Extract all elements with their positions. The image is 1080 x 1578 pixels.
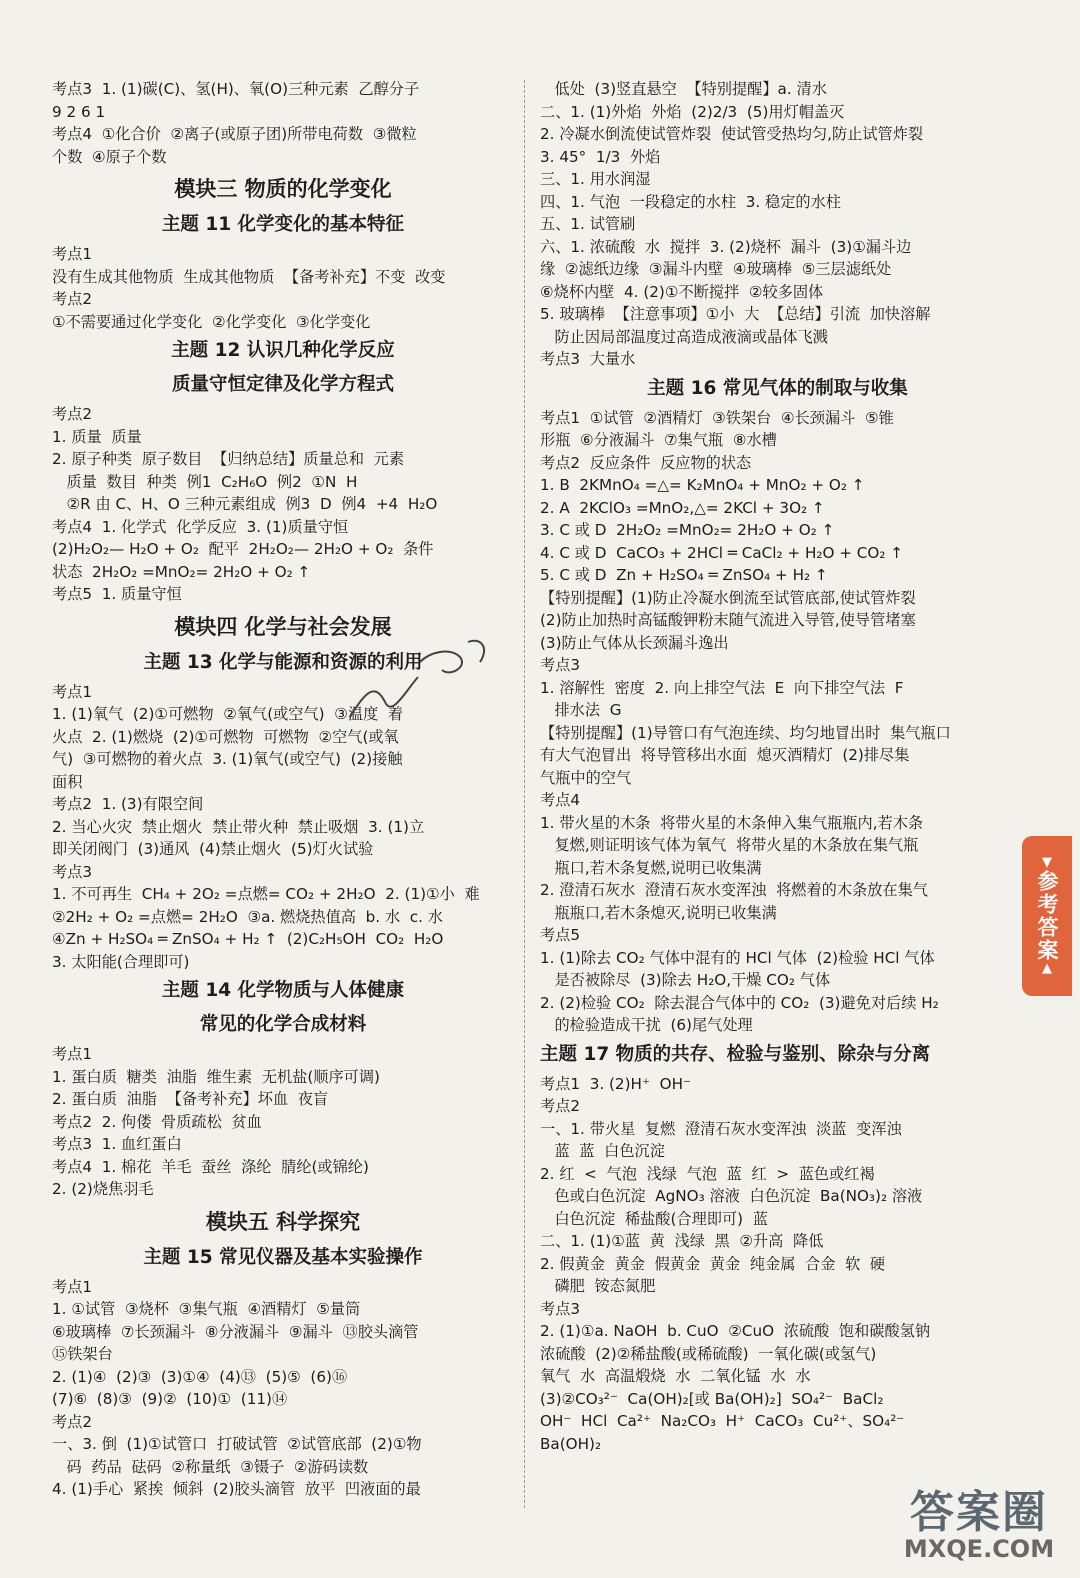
answer-line: 3. 太阳能(合理即可) (52, 952, 190, 971)
topic-heading: 主题 17 物质的共存、检验与鉴别、除杂与分离 (540, 1043, 931, 1065)
topic-heading: 主题 16 常见气体的制取与收集 (647, 377, 908, 399)
answer-line: 一、1. 带火星 复燃 澄清石灰水变浑浊 淡蓝 变浑浊 (540, 1119, 902, 1138)
answer-line: ⑥烧杯内壁 4. (2)①不断搅拌 ②较多固体 (540, 282, 824, 301)
answer-line: 考点2 反应条件 反应物的状态 (540, 453, 752, 472)
answer-line: 2. (1)④ (2)③ (3)①④ (4)⑬ (5)⑤ (6)⑯ (52, 1367, 348, 1386)
answer-line: 1. B 2KMnO₄ =△= K₂MnO₄ + MnO₂ + O₂ ↑ (540, 476, 865, 494)
answer-line: 考点4 (540, 791, 581, 809)
answer-line: 气瓶中的空气 (540, 768, 632, 787)
answer-line: 码 药品 砝码 ②称量纸 ③镊子 ②游码读数 (52, 1457, 369, 1476)
module-heading: 模块四 化学与社会发展 (174, 614, 392, 639)
answer-line: 形瓶 ⑥分液漏斗 ⑦集气瓶 ⑧水槽 (540, 431, 777, 449)
answer-line: (3)②CO₃²⁻ Ca(OH)₂[或 Ba(OH)₂] SO₄²⁻ BaCl₂ (540, 1389, 884, 1408)
answer-line: 4. (1)手心 紧挨 倾斜 (2)胶头滴管 放平 凹液面的最 (52, 1480, 421, 1498)
answer-line: 2. 澄清石灰水 澄清石灰水变浑浊 将燃着的木条放在集气 (540, 881, 928, 899)
answer-line: 2. 假黄金 黄金 假黄金 黄金 纯金属 合金 软 硬 (540, 1254, 886, 1273)
answer-line: 火点 2. (1)燃烧 (2)①可燃物 可燃物 ②空气(或氧 (52, 727, 399, 746)
answer-line: 3. C 或 D 2H₂O₂ =MnO₂= 2H₂O + O₂ ↑ (540, 521, 835, 539)
answer-line: 考点3 1. (1)碳(C)、氢(H)、氧(O)三种元素 乙醇分子 (52, 80, 420, 98)
answer-line: 状态 2H₂O₂ =MnO₂= 2H₂O + O₂ ↑ (52, 562, 311, 581)
answer-line: 瓶口,若木条复燃,说明已收集满 (540, 858, 762, 877)
answer-line: 考点2 (52, 1412, 93, 1431)
answer-line: 考点2 (540, 1097, 581, 1115)
answer-line: 1. 蛋白质 糖类 油脂 维生素 无机盐(顺序可调) (52, 1067, 380, 1086)
topic-heading: 主题 12 认识几种化学反应 (171, 340, 395, 361)
topic-heading: 主题 14 化学物质与人体健康 (161, 980, 405, 1001)
answer-line: 1. ①试管 ③烧杯 ③集气瓶 ④酒精灯 ⑤量筒 (52, 1300, 361, 1318)
answer-line: 考点1 (52, 1277, 93, 1296)
answer-line: (2)防止加热时高锰酸钾粉末随气流进入导管,使导管堵塞 (540, 611, 916, 629)
module-heading: 模块五 科学探究 (205, 1209, 361, 1234)
answer-line: 复燃,则证明该气体为氧气 将带火星的木条放在集气瓶 (540, 836, 919, 854)
answer-line: 低处 (3)竖直悬空 【特别提醒】a. 清水 (540, 80, 827, 98)
answer-line: 1. 溶解性 密度 2. 向上排空气法 E 向下排空气法 F (540, 678, 904, 697)
answer-line: 考点3 (540, 656, 581, 674)
answer-line: 二、1. (1)①蓝 黄 浅绿 黑 ②升高 降低 (540, 1232, 824, 1250)
answer-line: 2. 冷凝水倒流使试管炸裂 使试管受热均匀,防止试管炸裂 (540, 125, 924, 143)
answer-line: 1. 不可再生 CH₄ + 2O₂ =点燃= CO₂ + 2H₂O 2. (1)①小 难 (52, 885, 480, 903)
answer-line: 磷肥 铵态氮肥 (540, 1277, 656, 1295)
answer-line: 2. 蛋白质 油脂 【备考补充】坏血 夜盲 (52, 1090, 329, 1108)
answer-line: 考点1 ①试管 ②酒精灯 ③铁架台 ④长颈漏斗 ⑤锥 (540, 408, 894, 427)
answer-line: 考点3 1. 血红蛋白 (52, 1135, 182, 1153)
answer-line: 考点1 (52, 245, 93, 263)
answer-line: 2. A 2KClO₃ =MnO₂,△= 2KCl + 3O₂ ↑ (540, 498, 825, 517)
answer-line: 考点4 1. 化学式 化学反应 3. (1)质量守恒 (52, 517, 349, 536)
answer-line: 考点2 (52, 405, 93, 423)
answer-line: 【特别提醒】(1)防止冷凝水倒流至试管底部,使试管炸裂 (540, 588, 916, 607)
answer-line: 9 2 6 1 (52, 102, 106, 121)
answer-line: 2. (2)烧焦羽毛 (52, 1180, 154, 1198)
answer-line: 1. 带火星的木条 将带火星的木条伸入集气瓶瓶内,若木条 (540, 813, 924, 832)
answer-line: 一、3. 倒 (1)①试管口 打破试管 ②试管底部 (2)①物 (52, 1435, 422, 1453)
answer-line: 没有生成其他物质 生成其他物质 【备考补充】不变 改变 (52, 267, 446, 286)
answer-line: 考点4 1. 棉花 羊毛 蚕丝 涤纶 腈纶(或锦纶) (52, 1157, 369, 1176)
answer-line: 是否被除尽 (3)除去 H₂O,干燥 CO₂ 气体 (540, 971, 831, 989)
answer-line: ②2H₂ + O₂ =点燃= 2H₂O ③a. 燃烧热值高 b. 水 c. 水 (52, 907, 443, 926)
answer-line: (3)防止气体从长颈漏斗逸出 (540, 633, 729, 652)
topic-heading: 主题 13 化学与能源和资源的利用 (143, 651, 423, 673)
answer-line: 的检验造成干扰 (6)尾气处理 (540, 1016, 753, 1034)
answer-line: (7)⑥ (8)③ (9)② (10)① (11)⑭ (52, 1390, 288, 1408)
watermark (894, 1487, 1064, 1563)
topic-heading: 主题 15 常见仪器及基本实验操作 (143, 1246, 423, 1268)
answer-line: 六、1. 浓硫酸 水 搅拌 3. (2)烧杯 漏斗 (3)①漏斗边 (540, 237, 912, 256)
column-divider (524, 80, 525, 1508)
answer-line: 2. 原子种类 原子数目 【归纳总结】质量总和 元素 (52, 450, 405, 468)
answer-line: 个数 ④原子个数 (52, 147, 167, 166)
topic-heading: 质量守恒定律及化学方程式 (171, 374, 394, 395)
triangle-up-icon: ▲ (1042, 961, 1052, 976)
answer-line: 考点5 1. 质量守恒 (52, 585, 182, 603)
answer-line: ②R 由 C、H、O 三种元素组成 例3 D 例4 +4 H₂O (52, 495, 438, 513)
topic-heading: 主题 11 化学变化的基本特征 (161, 214, 405, 235)
answer-line: 考点2 1. (3)有限空间 (52, 795, 204, 813)
answer-line: 1. (1)氧气 (2)①可燃物 ②氧气(或空气) ③温度 着 (52, 705, 404, 723)
answer-line: ④Zn + H₂SO₄ ═ ZnSO₄ + H₂ ↑ (2)C₂H₅OH CO₂ H₂O (52, 930, 444, 948)
right-column (540, 78, 1015, 1455)
answer-line: 2. 红 < 气泡 浅绿 气泡 蓝 红 > 蓝色或红褐 (540, 1164, 875, 1183)
answer-line: 考点2 (52, 290, 93, 308)
answer-line: 气) ③可燃物的着火点 3. (1)氧气(或空气) (2)接触 (52, 750, 403, 768)
answer-line: 白色沉淀 稀盐酸(合理即可) 蓝 (540, 1209, 768, 1228)
answer-line: 三、1. 用水润湿 (540, 170, 651, 188)
triangle-down-icon: ▼ (1042, 855, 1052, 870)
answer-line: 浓硫酸 (2)②稀盐酸(或稀硫酸) 一氧化碳(或氢气) (540, 1344, 877, 1363)
answer-line: 排水法 G (540, 701, 622, 719)
answer-line: 二、1. (1)外焰 外焰 (2)2/3 (5)用灯帽盖灭 (540, 102, 845, 121)
answer-line: 缘 ②滤纸边缘 ③漏斗内壁 ④玻璃棒 ⑤三层滤纸处 (540, 260, 892, 278)
answer-line: 考点3 (540, 1299, 581, 1318)
answer-line: 质量 数目 种类 例1 C₂H₆O 例2 ①N H (52, 472, 358, 491)
answer-line: 考点1 (52, 1045, 93, 1063)
topic-heading: 常见的化学合成材料 (199, 1014, 367, 1035)
answer-line: 2. (2)检验 CO₂ 除去混合气体中的 CO₂ (3)避免对后续 H₂ (540, 993, 939, 1012)
answer-line: 考点1 (52, 682, 93, 701)
answer-line: 2. (1)①a. NaOH b. CuO ②CuO 浓硫酸 饱和碳酸氢钠 (540, 1322, 931, 1340)
answer-line: 考点4 ①化合价 ②离子(或原子团)所带电荷数 ③微粒 (52, 125, 417, 143)
handwritten-scribble (330, 622, 500, 742)
answer-line: ①不需要通过化学变化 ②化学变化 ③化学变化 (52, 312, 371, 331)
answer-line: 考点3 大量水 (540, 350, 636, 368)
answer-line: 考点3 (52, 862, 93, 881)
answer-line: 3. 45° 1/3 外焰 (540, 147, 661, 166)
watermark-logo: 答案圈 (910, 1487, 1048, 1538)
left-column (52, 78, 514, 1501)
answer-line: ⑥玻璃棒 ⑦长颈漏斗 ⑧分液漏斗 ⑨漏斗 ⑬胶头滴管 (52, 1322, 419, 1341)
answer-line: 【特别提醒】(1)导管口有气泡连续、均匀地冒出时 集气瓶口 (540, 723, 951, 742)
answer-line: 5. 玻璃棒 【注意事项】①小 大 【总结】引流 加快溶解 (540, 305, 931, 323)
answer-line: 即关闭阀门 (3)通风 (4)禁止烟火 (5)灯火试验 (52, 840, 374, 858)
answer-line: 4. C 或 D CaCO₃ + 2HCl ═ CaCl₂ + H₂O + CO₂ ↑ (540, 543, 904, 562)
module-heading: 模块三 物质的化学变化 (174, 177, 392, 201)
answer-line: 防止因局部温度过高造成液滴或晶体飞溅 (540, 327, 828, 346)
answer-line: 四、1. 气泡 一段稳定的水柱 3. 稳定的水柱 (540, 192, 841, 211)
answer-line: (2)H₂O₂— H₂O + O₂ 配平 2H₂O₂— 2H₂O + O₂ 条件 (52, 540, 434, 558)
answer-section-tab[interactable] (1022, 836, 1072, 996)
tab-label: 参考答案 (1035, 870, 1059, 962)
answer-line: 瓶瓶口,若木条熄灭,说明已收集满 (540, 903, 777, 922)
answer-line: 1. 质量 质量 (52, 427, 142, 446)
answer-line: Ba(OH)₂ (540, 1434, 602, 1453)
answer-line: 1. (1)除去 CO₂ 气体中混有的 HCl 气体 (2)检验 HCl 气体 (540, 948, 935, 967)
answer-line: 2. 当心火灾 禁止烟火 禁止带火种 禁止吸烟 3. (1)立 (52, 817, 425, 836)
answer-line: 考点2 2. 佝偻 骨质疏松 贫血 (52, 1112, 262, 1131)
answer-line: 色或白色沉淀 AgNO₃ 溶液 白色沉淀 Ba(NO₃)₂ 溶液 (540, 1187, 923, 1205)
answer-line: 氧气 水 高温煅烧 水 二氧化锰 水 水 (540, 1367, 811, 1385)
answer-line: 考点5 (540, 926, 581, 944)
watermark-url: MXQE.COM (903, 1535, 1055, 1563)
answer-line: 考点1 3. (2)H⁺ OH⁻ (540, 1074, 692, 1093)
answer-line: 5. C 或 D Zn + H₂SO₄ ═ ZnSO₄ + H₂ ↑ (540, 566, 828, 584)
answer-line: 有大气泡冒出 将导管移出水面 熄灭酒精灯 (2)排尽集 (540, 746, 910, 764)
answer-line: 蓝 蓝 白色沉淀 (540, 1142, 665, 1160)
answer-line: OH⁻ HCl Ca²⁺ Na₂CO₃ H⁺ CaCO₃ Cu²⁺、SO₄²⁻ (540, 1412, 905, 1430)
answer-line: 面积 (52, 772, 83, 791)
answer-line: ⑮铁架台 (52, 1345, 113, 1363)
answer-line: 五、1. 试管刷 (540, 215, 636, 233)
